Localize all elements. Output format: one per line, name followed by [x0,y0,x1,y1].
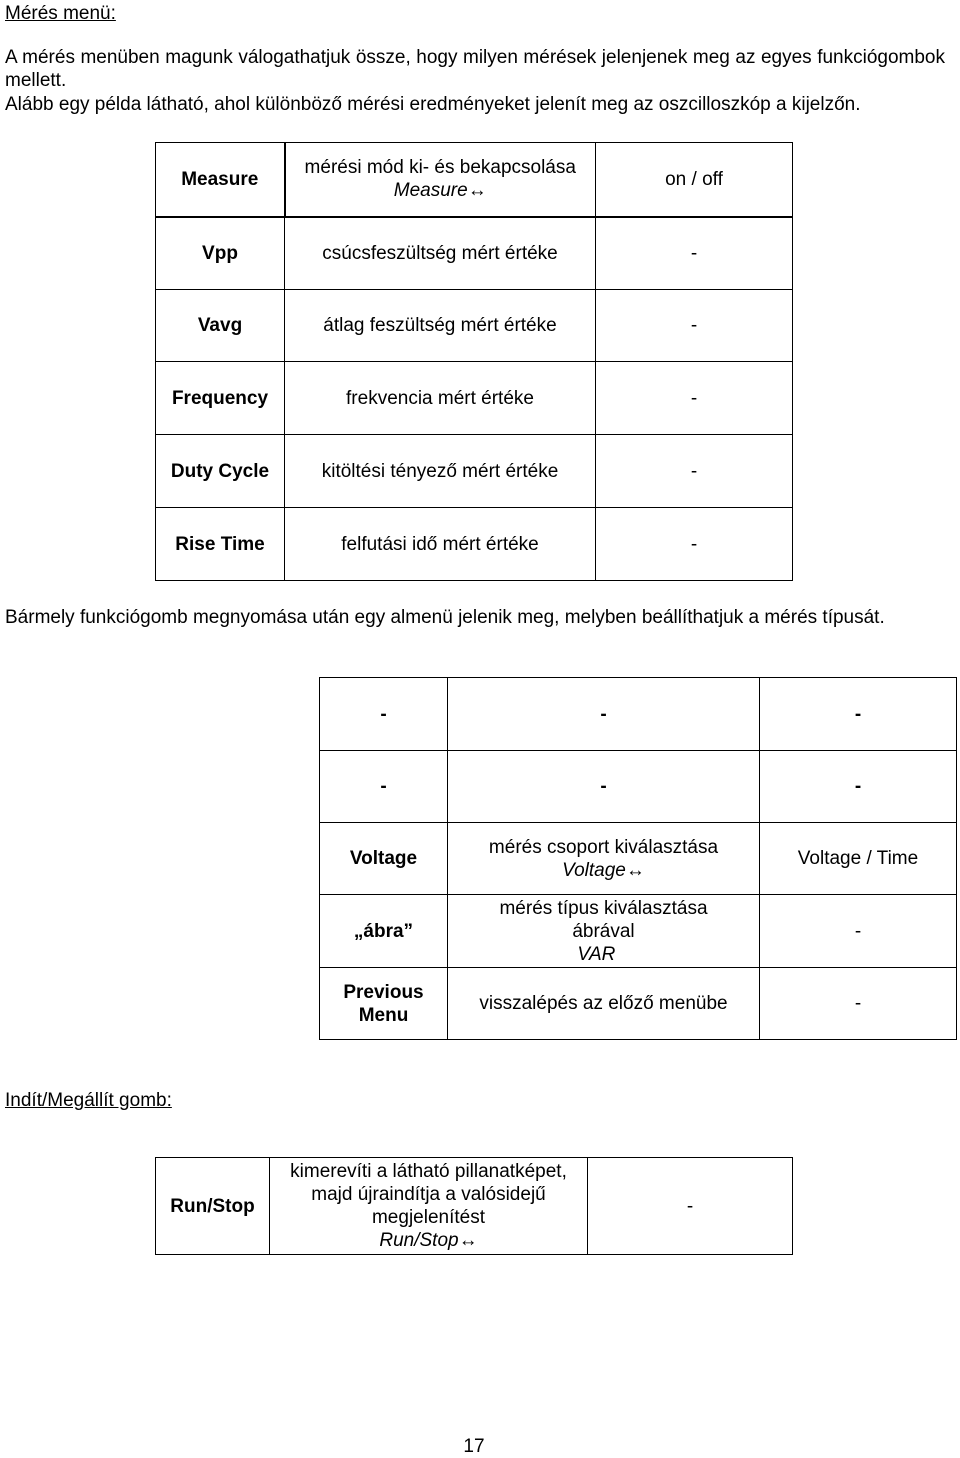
menu-description: visszalépés az előző menübe [448,968,760,1040]
menu-description [448,823,760,895]
description-text: kimerevíti a látható pillanatképet, majd újraindítja a valósidejű megjelenítést [290,1161,567,1228]
menu-description: frekvencia mért értéke [285,362,596,435]
menu-value: - [596,508,793,581]
table-row [156,143,793,217]
description-italic: Measure↔ [393,180,487,202]
description-italic: Voltage↔ [562,859,645,881]
menu-value: - [588,1158,793,1255]
menu-description [448,895,760,968]
menu-key: Run/Stop [156,1158,270,1255]
menu-key: Vavg [156,290,285,362]
menu-key: „ábra” [320,895,448,968]
menu-value: - [596,217,793,290]
menu-value: - [760,678,957,751]
table-row [320,895,957,968]
menu-key: - [320,751,448,823]
menu-key: Voltage [320,823,448,895]
menu-description: - [448,678,760,751]
menu-description: csúcsfeszültség mért értéke [285,217,596,290]
menu-key: Previous Menu [320,968,448,1040]
description-text: mérési mód ki- és bekapcsolása [304,157,576,179]
table-row [156,1158,793,1255]
menu-description: felfutási idő mért értéke [285,508,596,581]
table-row [156,362,793,435]
menu-description: átlag feszültség mért értéke [285,290,596,362]
table-row [320,823,957,895]
menu-description [285,143,596,217]
menu-key: Duty Cycle [156,435,285,508]
menu-description [270,1158,588,1255]
menu-description: kitöltési tényező mért értéke [285,435,596,508]
description-text: mérés típus kiválasztása ábrával [499,897,708,942]
menu-value: - [760,968,957,1040]
table-row [320,751,957,823]
table-row [156,217,793,290]
intro-paragraph-1: A mérés menüben magunk válogathatjuk össze, hogy milyen mérések jelenjenek meg az egyes funkciógombok mellett. [5,47,945,91]
section-heading-runstop: Indít/Megállít gomb: [5,1090,172,1111]
table-row [320,968,957,1040]
menu-key: Frequency [156,362,285,435]
runstop-table [155,1157,793,1255]
table-row [156,508,793,581]
submenu-table [319,677,957,1040]
menu-value: on / off [596,143,793,217]
menu-key: Measure [156,143,285,217]
page-number: 17 [463,1436,485,1457]
intro-paragraph-2: Alább egy példa látható, ahol különböző mérési eredményeket jelenít meg az oszcilloszkóp a kijelzőn. [5,94,861,115]
menu-key: - [320,678,448,751]
description-italic: VAR [584,943,623,965]
menu-key: Rise Time [156,508,285,581]
measure-menu-table [155,142,793,581]
menu-value: - [760,895,957,968]
menu-value: - [596,435,793,508]
section-heading-measure: Mérés menü: [5,3,116,24]
submenu-paragraph: Bármely funkciógomb megnyomása után egy almenü jelenik meg, melyben beállíthatjuk a mérés típusát. [5,607,885,628]
menu-value: Voltage / Time [760,823,957,895]
menu-key: Vpp [156,217,285,290]
table-row [320,678,957,751]
table-row [156,290,793,362]
table-row [156,435,793,508]
menu-description: - [448,751,760,823]
menu-value: - [596,362,793,435]
description-italic: Run/Stop↔ [379,1230,478,1251]
menu-value: - [760,751,957,823]
menu-value: - [596,290,793,362]
description-text: mérés csoport kiválasztása [488,836,719,858]
